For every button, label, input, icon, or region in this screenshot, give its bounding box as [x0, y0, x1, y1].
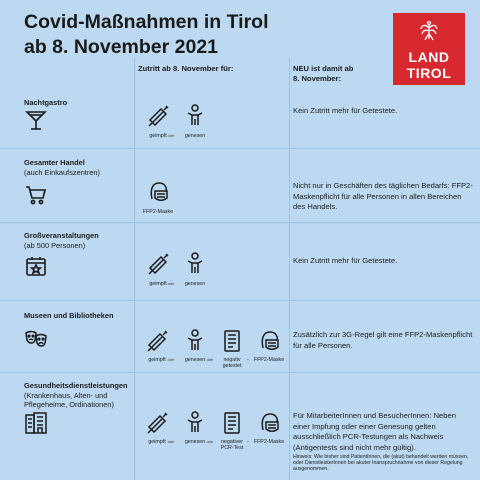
- eagle-icon: [418, 20, 440, 42]
- label-negativ-line-1: negativ: [223, 357, 241, 363]
- connector-plus: +: [247, 440, 249, 444]
- connector-plus: +: [247, 358, 249, 362]
- label-ffp2: FFP2-Maske: [253, 357, 285, 363]
- category-name: Gesundheitsdienstleistungen: [24, 381, 128, 390]
- category-sub: (ab 500 Personen): [24, 240, 86, 250]
- label-ffp2: FFP2-Maske: [142, 209, 174, 215]
- header-access: Zutritt ab 8. November für:: [138, 64, 234, 73]
- row-text: Kein Zutritt mehr für Getestete.: [293, 256, 398, 265]
- shopping-cart-icon: [24, 183, 48, 207]
- label-geimpft: geimpft: [149, 133, 167, 139]
- hospital-icon: [24, 411, 48, 435]
- header-new-line-1: NEU ist damit ab: [293, 64, 354, 73]
- label-genesen: genesen: [184, 281, 206, 287]
- category-sub: (Krankenhaus, Alten- und Pflegeheime, Ordinationen): [24, 390, 114, 409]
- syringe-icon: [146, 411, 168, 435]
- land-tirol-logo: [393, 13, 465, 85]
- ffp2-mask-icon: [147, 180, 169, 204]
- row-text-main: Für MitarbeiterInnen und BesucherInnen: Neben einer Impfung oder einer Genesung gelten ausschließlich PCR-Testungen als Nachweis (Antigentests sind nicht mehr gültig).: [293, 411, 456, 452]
- row-divider: [0, 148, 480, 149]
- connector-oder: oder: [167, 134, 175, 138]
- title-line-2: ab 8. November 2021: [24, 36, 219, 58]
- title-line-1: Covid-Maßnahmen in Tirol: [24, 11, 269, 33]
- category-grossveranstaltungen: [24, 231, 136, 250]
- category-name: Museen und Bibliotheken: [24, 311, 114, 320]
- label-genesen: genesen: [184, 357, 206, 363]
- recovered-person-icon: [184, 252, 206, 276]
- row-text: Nicht nur in Geschäften des täglichen Bedarfs: FFP2-Maskenpflicht für alle Personen in allen Bereichen des Handels.: [293, 181, 473, 211]
- column-divider: [289, 58, 290, 480]
- label-geimpft: geimpft: [148, 357, 166, 363]
- connector-oder: oder: [206, 440, 214, 444]
- category-name: Gesamter Handel: [24, 158, 85, 167]
- row-text: Zusätzlich zur 3G-Regel gilt eine FFP2-Maskenpflicht für alle Personen.: [293, 330, 473, 350]
- logo-line-2: TIROL: [406, 65, 452, 81]
- label-pcr-line-1: negativer: [221, 439, 243, 445]
- title: [24, 10, 268, 60]
- connector-oder: oder: [206, 358, 214, 362]
- column-divider: [134, 58, 135, 480]
- label-negativ-line-2: getestet: [222, 363, 242, 370]
- label-geimpft: geimpft: [149, 281, 167, 287]
- syringe-icon: [147, 252, 169, 276]
- label-genesen: genesen: [184, 439, 206, 445]
- recovered-person-icon: [184, 104, 206, 128]
- row-note: Hinweis: Wie bisher sind PatientInnen, die (akut) behandelt werden müssen, oder DienstleisterInnen bei akuter Inanspruchnahme von dieser Regelung ausgenommen.: [293, 454, 469, 473]
- syringe-icon: [147, 104, 169, 128]
- row-text: [293, 411, 473, 473]
- connector-oder: oder: [167, 358, 175, 362]
- label-pcr-line-2: PCR-Test: [220, 445, 244, 452]
- row-text: Kein Zutritt mehr für Getestete.: [293, 106, 398, 115]
- event-calendar-icon: [24, 254, 48, 278]
- category-gesundheit: [24, 381, 136, 410]
- theater-masks-icon: [24, 328, 48, 352]
- recovered-person-icon: [184, 329, 206, 353]
- row-divider: [0, 222, 480, 223]
- label-geimpft: geimpft: [148, 439, 166, 445]
- connector-oder: oder: [167, 282, 175, 286]
- header-new: [293, 64, 353, 83]
- test-document-icon: [221, 329, 243, 353]
- cocktail-glass-icon: [24, 108, 48, 132]
- category-museen: [24, 311, 136, 321]
- category-handel: [24, 158, 136, 177]
- ffp2-mask-icon: [258, 329, 280, 353]
- header-new-line-2: 8. November:: [293, 73, 342, 83]
- recovered-person-icon: [184, 411, 206, 435]
- label-ffp2: FFP2-Maske: [253, 439, 285, 445]
- category-name: Nachtgastro: [24, 98, 68, 107]
- category-nachtgastro: [24, 98, 136, 108]
- row-divider: [0, 300, 480, 301]
- row-divider: [0, 372, 480, 373]
- syringe-icon: [146, 329, 168, 353]
- ffp2-mask-icon: [258, 411, 280, 435]
- connector-oder: oder: [167, 440, 175, 444]
- label-genesen: genesen: [184, 133, 206, 139]
- logo-line-1: LAND: [408, 49, 450, 65]
- test-document-icon: [221, 411, 243, 435]
- category-sub: (auch Einkaufszentren): [24, 167, 100, 177]
- category-name: Großveranstaltungen: [24, 231, 99, 240]
